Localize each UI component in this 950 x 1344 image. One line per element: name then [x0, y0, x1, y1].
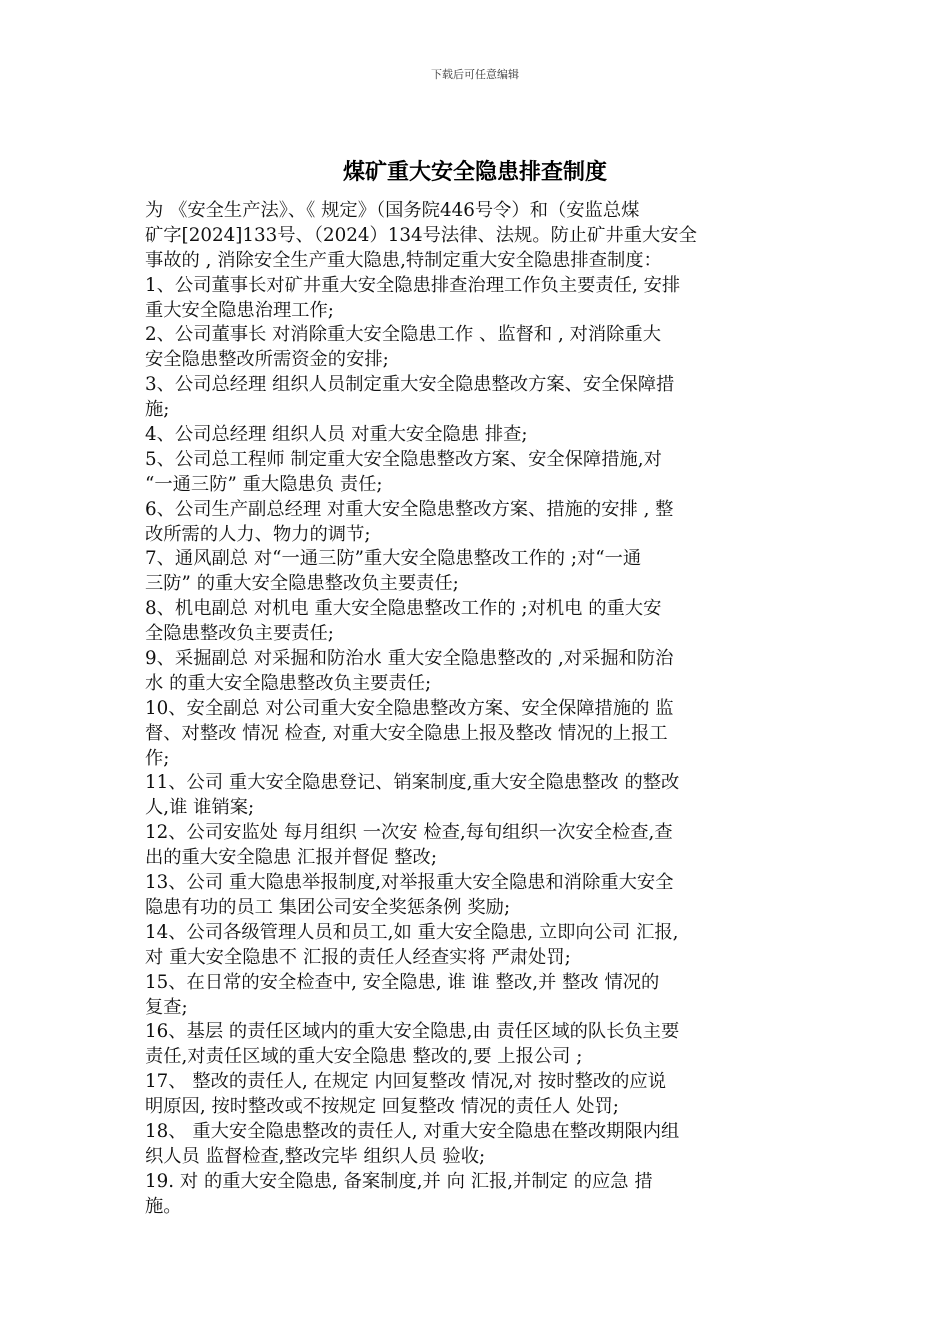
text-line: 责任,对责任区域的重大安全隐患 整改的,要 上报公司 ;: [145, 1046, 583, 1068]
text-line: 施;: [145, 399, 170, 421]
text-line: 督、对整改 情况 检查, 对重大安全隐患上报及整改 情况的上报工: [145, 722, 668, 744]
text-line: 1、公司董事长对矿井重大安全隐患排查治理工作负主要责任, 安排: [145, 274, 681, 296]
text-line: 复查;: [145, 996, 188, 1018]
text-line: 8、机电副总 对机电 重大安全隐患整改工作的 ;对机电 的重大安: [145, 598, 662, 620]
text-line: 7、通风副总 对“一通三防”重大安全隐患整改工作的 ;对“一通: [145, 548, 642, 570]
text-line: 明原因, 按时整改或不按规定 回复整改 情况的责任人 处罚;: [145, 1096, 619, 1118]
text-line: 安全隐患整改所需资金的安排;: [145, 349, 389, 371]
document-body: [145, 199, 815, 1220]
text-line: 12、公司安监处 每月组织 一次安 检查,每旬组织一次安全检查,查: [145, 822, 673, 844]
page-header: 下载后可任意编辑: [431, 68, 519, 81]
text-line: 13、公司 重大隐患举报制度,对举报重大安全隐患和消除重大安全: [145, 872, 674, 894]
text-line: 全隐患整改负主要责任;: [145, 623, 334, 645]
text-line: 15、在日常的安全检查中, 安全隐患, 谁 谁 整改,并 整改 情况的: [145, 971, 660, 993]
text-line: 14、公司各级管理人员和员工,如 重大安全隐患, 立即向公司 汇报,: [145, 921, 679, 943]
document-title: 煤矿重大安全隐患排查制度: [342, 159, 607, 185]
text-line: 作;: [145, 747, 170, 769]
text-line: 矿字[2024]133号、（2024）134号法律、法规。防止矿井重大安全: [145, 224, 697, 246]
text-line: 重大安全隐患治理工作;: [145, 299, 334, 321]
text-line: 17、 整改的责任人, 在规定 内回复整改 情况,对 按时整改的应说: [145, 1071, 666, 1093]
text-line: 19. 对 的重大安全隐患, 备案制度,并 向 汇报,并制定 的应急 措: [145, 1170, 653, 1192]
text-line: “一通三防” 重大隐患负 责任;: [145, 473, 383, 495]
text-line: 对 重大安全隐患不 汇报的责任人经查实将 严肃处罚;: [145, 946, 571, 968]
text-line: 5、公司总工程师 制定重大安全隐患整改方案、安全保障措施,对: [145, 448, 662, 470]
text-line: 18、 重大安全隐患整改的责任人, 对重大安全隐患在整改期限内组: [145, 1120, 680, 1142]
text-line: 出的重大安全隐患 汇报并督促 整改;: [145, 847, 437, 869]
text-line: 人,谁 谁销案;: [145, 797, 255, 819]
text-line: 4、公司总经理 组织人员 对重大安全隐患 排查;: [145, 424, 528, 446]
text-line: 为 《安全生产法》、《 规定》（国务院446号令）和（安监总煤: [145, 200, 640, 221]
text-line: 16、基层 的责任区域内的重大安全隐患,由 责任区域的队长负主要: [145, 1021, 680, 1043]
text-line: 6、公司生产副总经理 对重大安全隐患整改方案、措施的安排 , 整: [145, 498, 674, 520]
text-line: 9、采掘副总 对采掘和防治水 重大安全隐患整改的 ,对采掘和防治: [145, 648, 674, 670]
text-line: 11、公司 重大安全隐患登记、销案制度,重大安全隐患整改 的整改: [145, 772, 680, 794]
text-line: 水 的重大安全隐患整改负主要责任;: [145, 672, 432, 694]
text-line: 织人员 监督检查,整改完毕 组织人员 验收;: [145, 1145, 486, 1167]
text-line: 施。: [145, 1195, 182, 1217]
text-line: 三防” 的重大安全隐患整改负主要责任;: [145, 573, 459, 595]
text-line: 10、安全副总 对公司重大安全隐患整改方案、安全保障措施的 监: [145, 697, 674, 719]
text-line: 2、公司董事长 对消除重大安全隐患工作 、监督和 , 对消除重大: [145, 324, 661, 346]
text-line: 改所需的人力、物力的调节;: [145, 523, 371, 545]
text-line: 事故的 , 消除安全生产重大隐患,特制定重大安全隐患排查制度：: [145, 249, 662, 271]
text-line: 隐患有功的员工 集团公司安全奖惩条例 奖励;: [145, 896, 511, 918]
text-line: 3、公司总经理 组织人员制定重大安全隐患整改方案、安全保障措: [145, 374, 675, 396]
